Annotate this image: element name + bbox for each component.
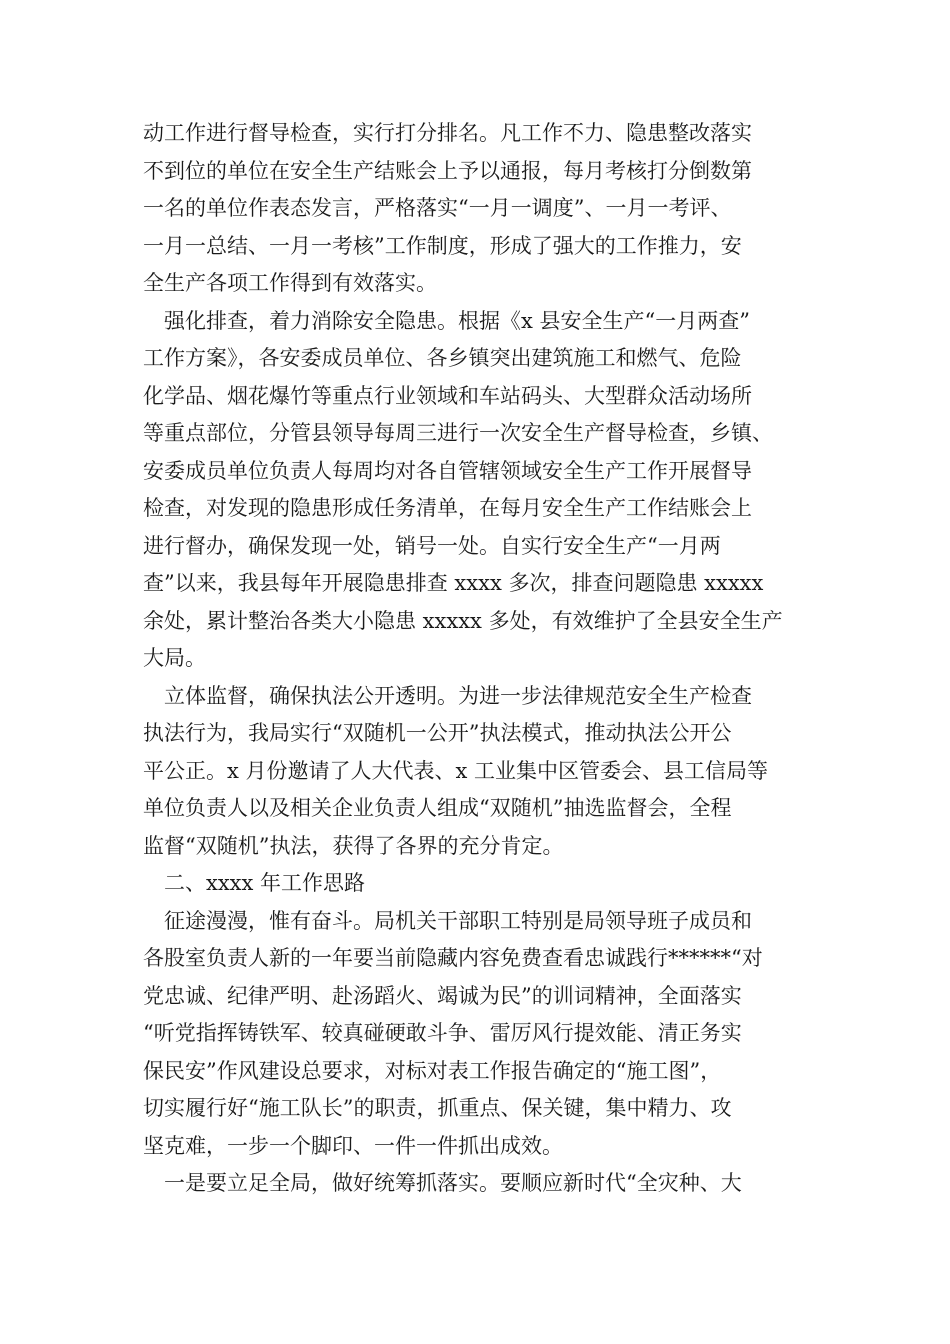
text-line: 大局。 [143,646,206,670]
paragraph-heading-line: 征途漫漫，惟有奋斗。局机关干部职工特别是局领导班子成员和 [143,908,752,933]
text-line: 切实履行好“施工队长”的职责，抓重点、保关键，集中精力、攻 [143,1096,732,1120]
text-line: 安委成员单位负责人每周均对各自管辖领域安全生产工作开展督导 [143,458,752,483]
document-body [143,115,811,1203]
text-line: 化学品、烟花爆竹等重点行业领域和车站码头、大型群众活动场所 [143,383,752,408]
text-line: 不到位的单位在安全生产结账会上予以通报，每月考核打分倒数第 [143,158,752,183]
text-line: 保民安”作风建设总要求，对标对表工作报告确定的“施工图”， [143,1058,722,1083]
text-line: 等重点部位，分管县领导每周三进行一次安全生产督导检查，乡镇、 [143,421,773,445]
text-line: 检查，对发现的隐患形成任务清单，在每月安全生产工作结账会上 [143,496,752,520]
text-line: 各股室负责人新的一年要当前隐藏内容免费查看忠诚践行******“对 [143,946,763,970]
text-line: 党忠诚、纪律严明、赴汤蹈火、竭诚为民”的训词精神，全面落实 [143,983,742,1008]
text-line: 一月一总结、一月一考核”工作制度，形成了强大的工作推力，安 [143,233,742,258]
text-line: 动工作进行督导检查，实行打分排名。凡工作不力、隐患整改落实 [143,121,752,145]
text-line: 监督“双随机”执法，获得了各界的充分肯定。 [143,833,564,858]
text-line: 工作方案》，各安委成员单位、各乡镇突出建筑施工和燃气、危险 [143,346,742,370]
text-line: 坚克难，一步一个脚印、一件一件抓出成效。 [143,1133,563,1158]
text-line: 查”以来，我县每年开展隐患排查 xxxx 多次，排查问题隐患 xxxxx [143,571,764,595]
paragraph-heading-line: 立体监督，确保执法公开透明。为进一步法律规范安全生产检查 [143,683,752,708]
text-line: 执法行为，我局实行“双随机一公开”执法模式，推动执法公开公 [143,721,732,745]
text-line: 进行督办，确保发现一处，销号一处。自实行安全生产“一月两 [143,533,721,558]
text-line: 单位负责人以及相关企业负责人组成“双随机”抽选监督会，全程 [143,796,732,820]
text-line: 平公正。x 月份邀请了人大代表、x 工业集中区管委会、县工信局等 [143,758,769,783]
paragraph-heading-line: 强化排查，着力消除安全隐患。根据《x 县安全生产“一月两查” [143,308,750,333]
text-line: 一名的单位作表态发言，严格落实“一月一调度”、一月一考评、 [143,196,732,220]
text-line: 全生产各项工作得到有效落实。 [143,271,437,295]
section-heading: 二、xxxx 年工作思路 [143,871,366,895]
text-line: 余处，累计整治各类大小隐患 xxxxx 多处，有效维护了全县安全生产 [143,608,783,633]
text-line: “听党指挥铸铁军、较真碰硬敢斗争、雷厉风行提效能、清正务实 [143,1021,742,1045]
paragraph-heading-line: 一是要立足全局，做好统筹抓落实。要顺应新时代“全灾种、大 [143,1171,742,1195]
